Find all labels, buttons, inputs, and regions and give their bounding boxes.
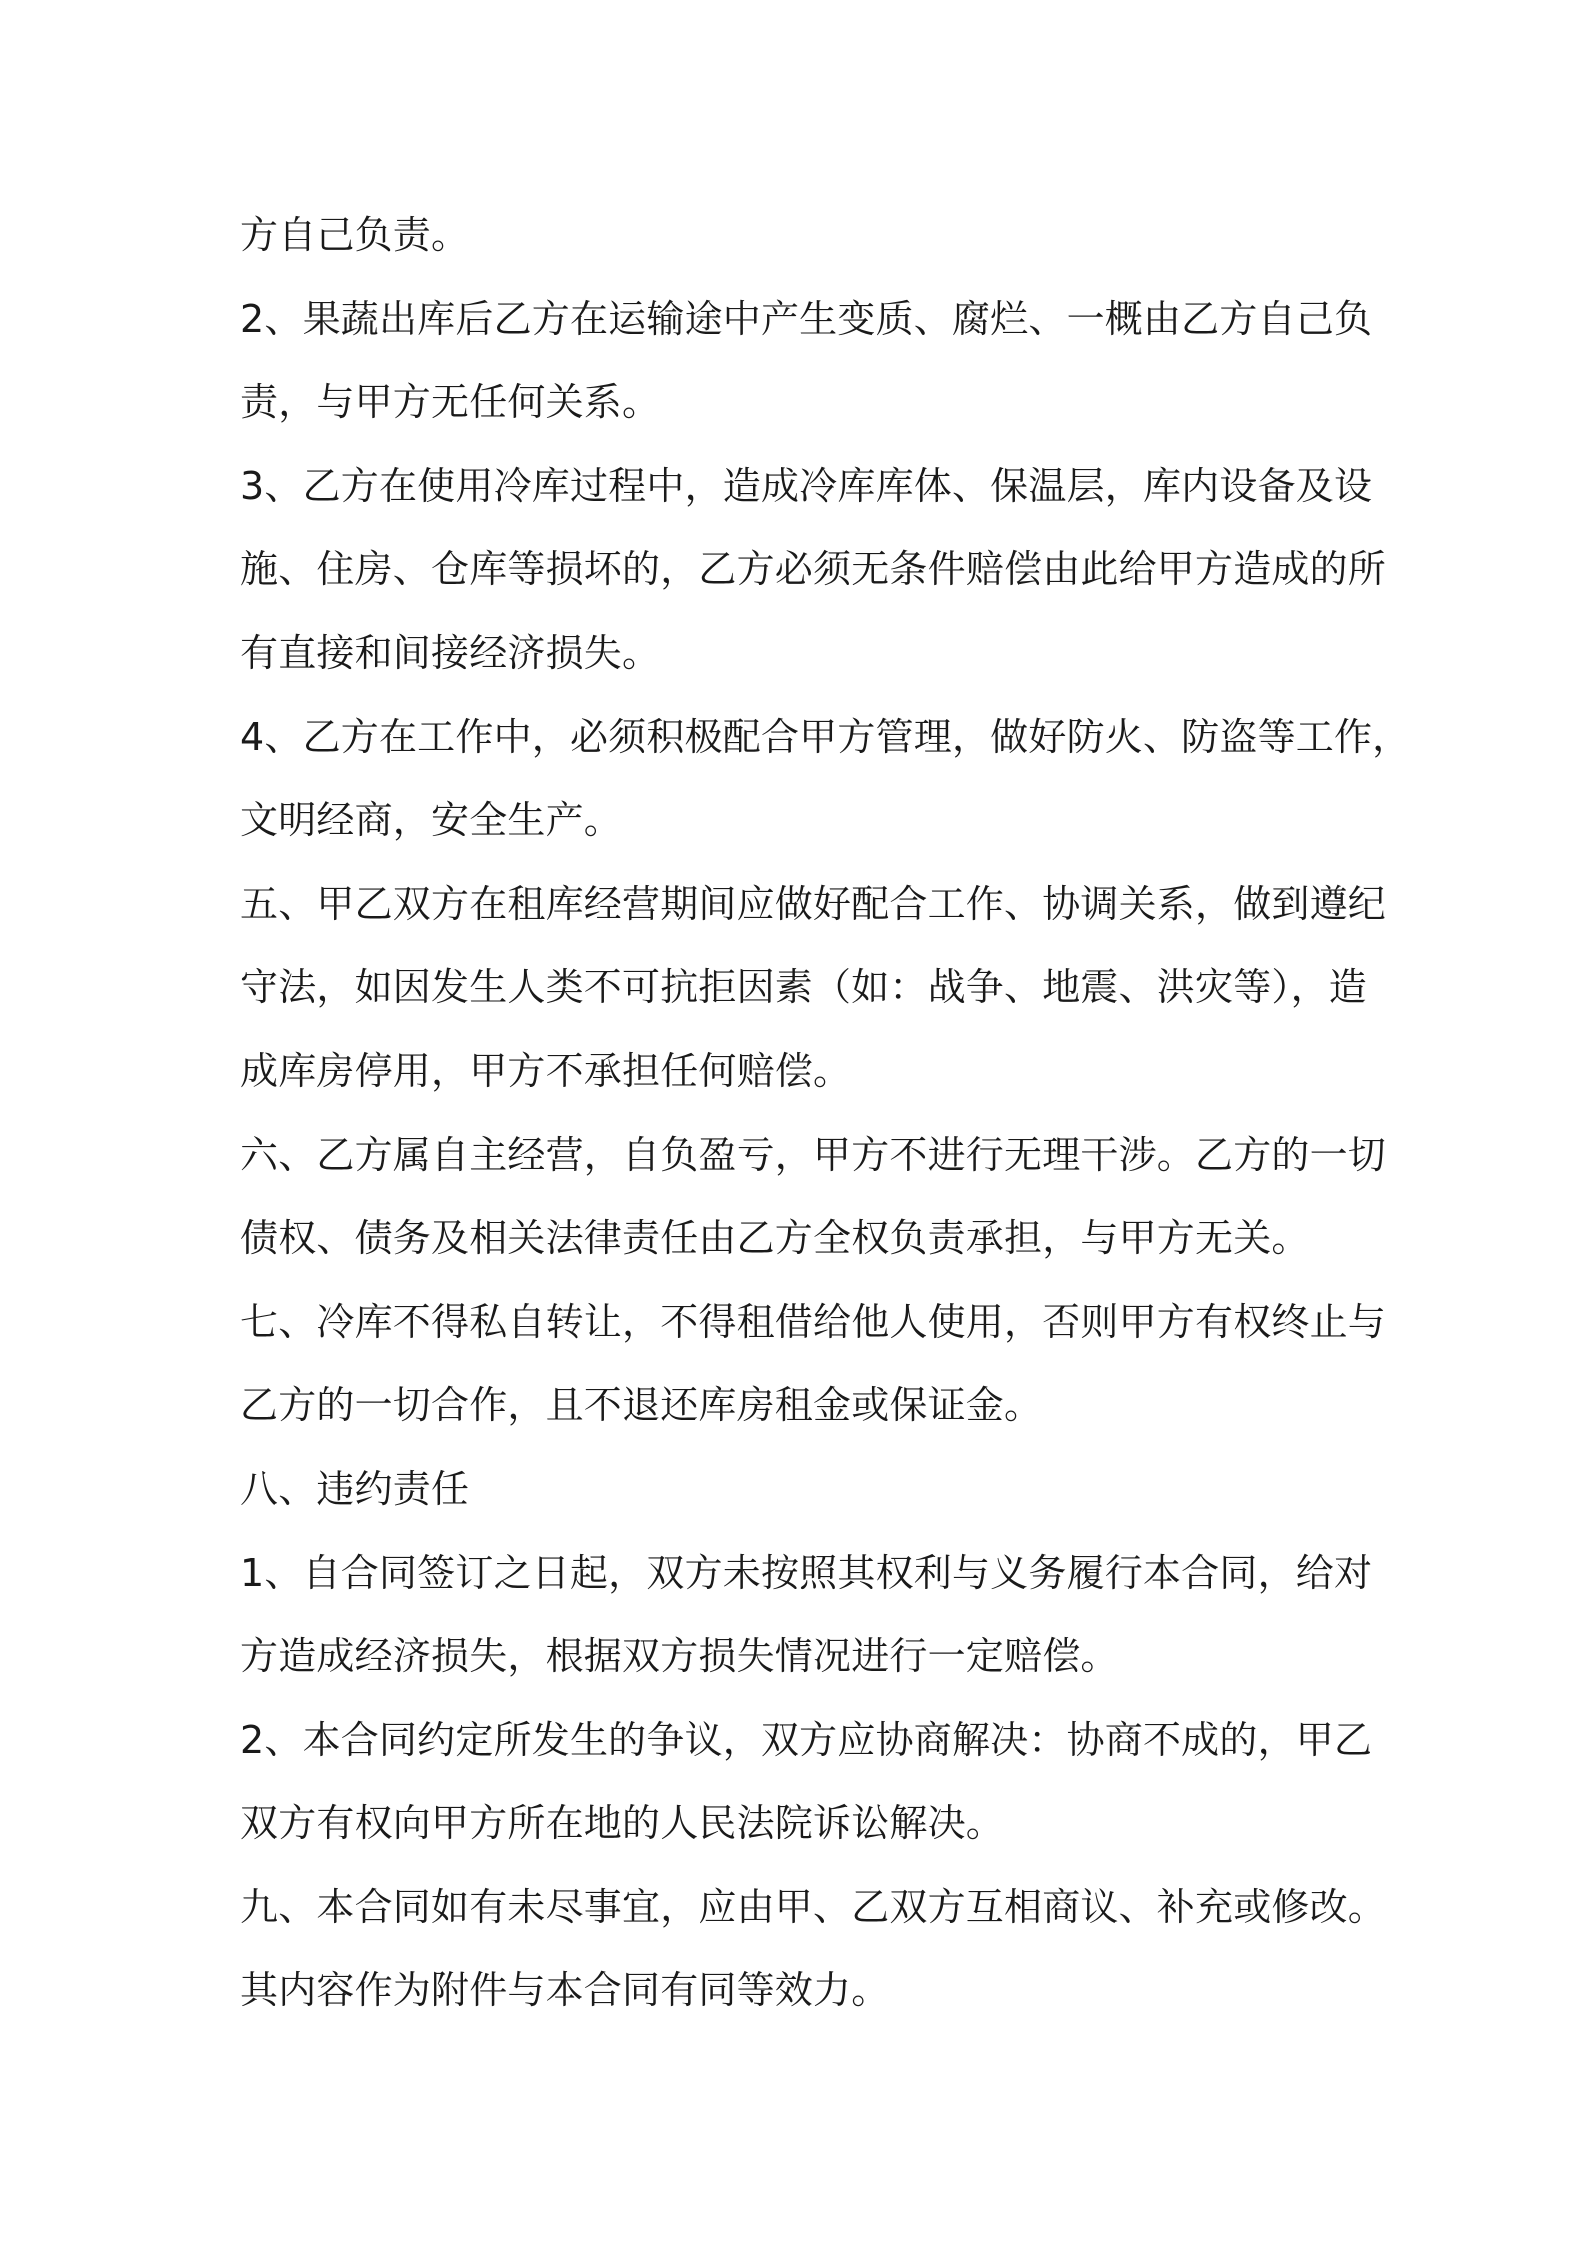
text-line: 4、乙方在工作中，必须积极配合甲方管理，做好防火、防盗等工作， (240, 714, 1411, 759)
text-line: 成库房停用，甲方不承担任何赔偿。 (240, 1048, 852, 1093)
text-line: 2、本合同约定所发生的争议，双方应协商解决：协商不成的，甲乙 (240, 1717, 1373, 1762)
text-line: 3、乙方在使用冷库过程中，造成冷库库体、保温层，库内设备及设 (240, 463, 1373, 508)
text-line: 九、本合同如有未尽事宜，应由甲、乙双方互相商议、补充或修改。 (240, 1884, 1387, 1929)
text-line: 1、自合同签订之日起，双方未按照其权利与义务履行本合同，给对 (240, 1550, 1373, 1595)
text-line: 施、住房、仓库等损坏的，乙方必须无条件赔偿由此给甲方造成的所 (240, 547, 1387, 592)
section-heading: 八、违约责任 (240, 1466, 470, 1511)
document-body (240, 194, 1411, 2033)
text-line: 其内容作为附件与本合同有同等效力。 (240, 1968, 890, 2013)
text-line: 责，与甲方无任何关系。 (240, 380, 661, 425)
text-line: 六、乙方属自主经营，自负盈亏，甲方不进行无理干涉。乙方的一切 (240, 1132, 1387, 1177)
text-line: 债权、债务及相关法律责任由乙方全权负责承担，与甲方无关。 (240, 1216, 1310, 1261)
text-line: 乙方的一切合作，且不退还库房租金或保证金。 (240, 1383, 1043, 1428)
text-line: 双方有权向甲方所在地的人民法院诉讼解决。 (240, 1801, 1005, 1846)
text-line: 2、果蔬出库后乙方在运输途中产生变质、腐烂、一概由乙方自己负 (240, 296, 1373, 341)
text-line: 方造成经济损失，根据双方损失情况进行一定赔偿。 (240, 1634, 1119, 1679)
text-line: 文明经商，安全生产。 (240, 798, 623, 843)
text-line: 方自己负责。 (240, 213, 470, 257)
text-line: 五、甲乙双方在租库经营期间应做好配合工作、协调关系，做到遵纪 (240, 881, 1387, 926)
text-line: 有直接和间接经济损失。 (240, 630, 661, 675)
text-line: 守法，如因发生人类不可抗拒因素（如：战争、地震、洪灾等），造 (240, 965, 1368, 1010)
text-line: 七、冷库不得私自转让，不得租借给他人使用，否则甲方有权终止与 (240, 1299, 1387, 1344)
